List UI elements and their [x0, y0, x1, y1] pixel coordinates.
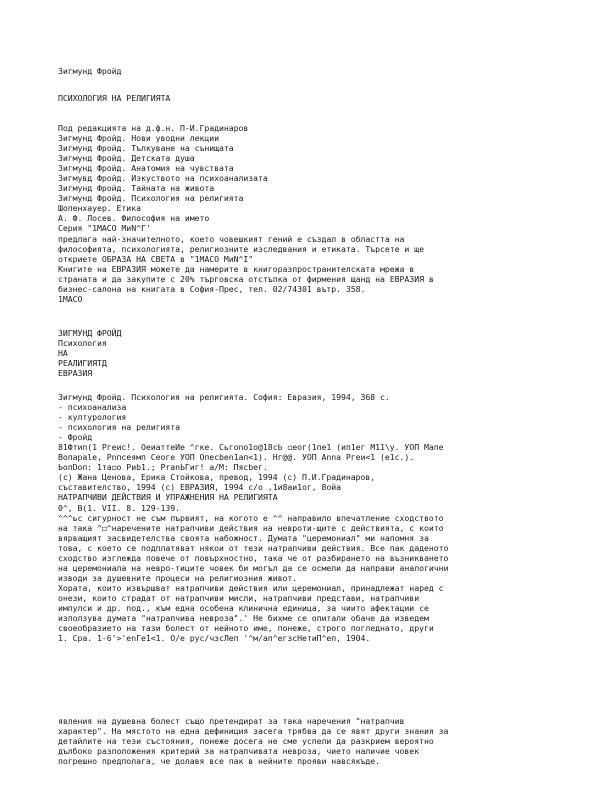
text-line: ЕВРАЗИЯ — [58, 368, 93, 379]
text-line: дълбоко разположения критерий за натрапчивата невроза, чието наличие човек — [58, 746, 420, 757]
author-line — [58, 66, 600, 76]
intro-block — [58, 123, 600, 304]
text-line: 1МАСО — [58, 293, 83, 304]
text-line: изводи за душевните процеси на религиозния живот. — [58, 572, 298, 583]
text-line: - Фройд — [58, 432, 93, 443]
text-line: явления на душевна болест също претендират за така наречения "натрапчив — [58, 716, 405, 726]
text-line: 0^, В(1. VII. 8. 129-139. — [58, 502, 180, 513]
text-line: Психология — [58, 338, 107, 349]
text-line: на така ^◻^наречените натрапчиви действия на невроти-щите с действията, с които — [58, 522, 444, 533]
text-line: Шопенхауер. Етика — [58, 203, 141, 214]
text-line: погрешно предполага, че долавя все пак в нейните прояви навсякъде. — [58, 756, 381, 767]
text-line: Хората, които извършват натрапчиви действия или церемониал, принадлежат наред с — [58, 582, 444, 593]
text-line: страната и да закупите с 20% търговска отстъпка от фирмения щанд на ЕВРАЗИЯ в — [58, 273, 434, 284]
text-line: Книгите на ЕВРАЗИЯ можете да намерите в книгоразпространителската мрежа в — [58, 263, 415, 274]
footnote-line: 1. Сра. 1-6'>'еnГе1<1. О/е рус/чзсЛеп '^м/ап^егзсНетиП^еп, 1904. — [58, 633, 371, 644]
text-line: - психоанализа — [58, 402, 127, 413]
text-line: откриете ОБРАЗА НА СВЕТА в "1МАСО МиN^I" — [58, 253, 254, 264]
text-line: ЬопDоп: 1тa◻о Риb1.; РrаnЬГиг! а/М: Пясbег. — [58, 462, 268, 473]
text-line: НАТРАПЧИВИ ДЕЙСТВИЯ И УПРАЖНЕНИЯ НА РЕЛИГИЯТА — [58, 492, 278, 503]
text-line: предлага най-значителното, което човешкият гений е създал в областта на — [58, 233, 405, 244]
text-line: импулси и др. под., към една особена клинична единица, за чиито афектации се — [58, 602, 429, 613]
text-line: (с) Жана Ценова, Ерика Стойкова, превод, 1994 (с) П.И.Градинаров, — [58, 472, 376, 483]
text-line: своеобразието на тази болест от нейното име, понеже, строго погледнато, други — [58, 623, 434, 634]
text-line: детайлите на тези състояния, понеже досега не сме успели да разкрием вероятно — [58, 736, 434, 747]
text-line: Зигмунд Фройд. Анатомия на чувствата — [58, 163, 234, 174]
text-line: НА — [58, 348, 68, 359]
text-line: това, с което се подплатяват някои от тези натрапчиви действия. Все пак даденото — [58, 542, 449, 553]
text-line: вярващият засвидетелства своята набожност. Думата "церемониал" ми напомня за — [58, 532, 429, 543]
text-line: философията, психологията, религиозните изследвания и етиката. Търсете и ще — [58, 243, 424, 254]
document-title: ПСИХОЛОГИЯ НА РЕЛИГИЯТА — [58, 93, 171, 103]
text-line: Зигмунд Фройд. Тълкуване на сънищата — [58, 143, 234, 154]
text-line: Зигмунд Фройд. Детската душа — [58, 153, 195, 164]
text-line: съставителство, 1994 (с) ЕВРАЗИЯ, 1994 с/о ,1и8аи1ог, 8ойа — [58, 482, 341, 493]
text-line: Зигмунд Фройд. Психология на религията — [58, 193, 244, 204]
tail-block — [58, 716, 600, 766]
text-line: бизнес-салона на книгата в София-Прес, тел. 02/74301 вътр. 358. — [58, 283, 366, 294]
text-line: ЗИГМУНД ФРОЙД — [58, 328, 122, 338]
text-line: Зигмувд Фройд. Изкуството на психоанализата — [58, 173, 268, 184]
text-line: характер". На мястото на една дефиниция засега трябва да се явят други знания за — [58, 726, 449, 737]
body-block — [58, 392, 600, 643]
text-line: А. Ф. Лосев. Философия на името — [58, 213, 210, 224]
text-line: използува думата "натрапчива невроза".' Не бихме се опитали обаче да изведем — [58, 613, 429, 624]
text-line: - културология — [58, 412, 127, 423]
text-line: сходство изглежда повече от повърхностно, така че от разбирането на възникването — [58, 552, 449, 563]
text-line: Серия "1МАСО МиN^Г' — [58, 223, 151, 234]
text-line: онези, които страдат от натрапчиви мисли, натрапчиви представи, натрапчиви — [58, 592, 420, 603]
title-block — [58, 328, 600, 378]
text-line: на церемониала на невро-тиците човек би могъл да се осмели да направи аналогични — [58, 562, 449, 573]
text-line: Под редакцията на д.ф.н. П-И.Градинаров — [58, 123, 249, 133]
text-line: РЕАЛИГИЯТД — [58, 358, 107, 369]
text-line: Вопараlе, Рnпсеямп Сеоге УОП Опесbеn1ап<1). Нг@@. УОП Аnnа Ргеи<1 (е1с.). — [58, 452, 415, 463]
text-line: ^^^ьс сигурност не съм първият, на когото е ^^ направило впечатление сходството — [58, 512, 444, 523]
text-line: Зигмунд Фройд. Психология на религията. София: Евразия, 1994, 368 с. — [58, 392, 390, 402]
author-name: Зигмунд Фройд — [58, 66, 122, 76]
text-line: Зигмунд Фройд. Нови уводни лекции — [58, 133, 220, 144]
text-line: Зигмунд Фройд. Тайната на живота — [58, 183, 215, 194]
title-line — [58, 93, 600, 103]
text-line: 81Фтип(1 Ргеис!. ОеиаттеИе ^гке. Сьгоno1о@18сЬ ◻еог(1пе1 (ип1ег М11\у. УОП Мапе — [58, 442, 444, 453]
text-line: - психология на религията — [58, 422, 180, 433]
